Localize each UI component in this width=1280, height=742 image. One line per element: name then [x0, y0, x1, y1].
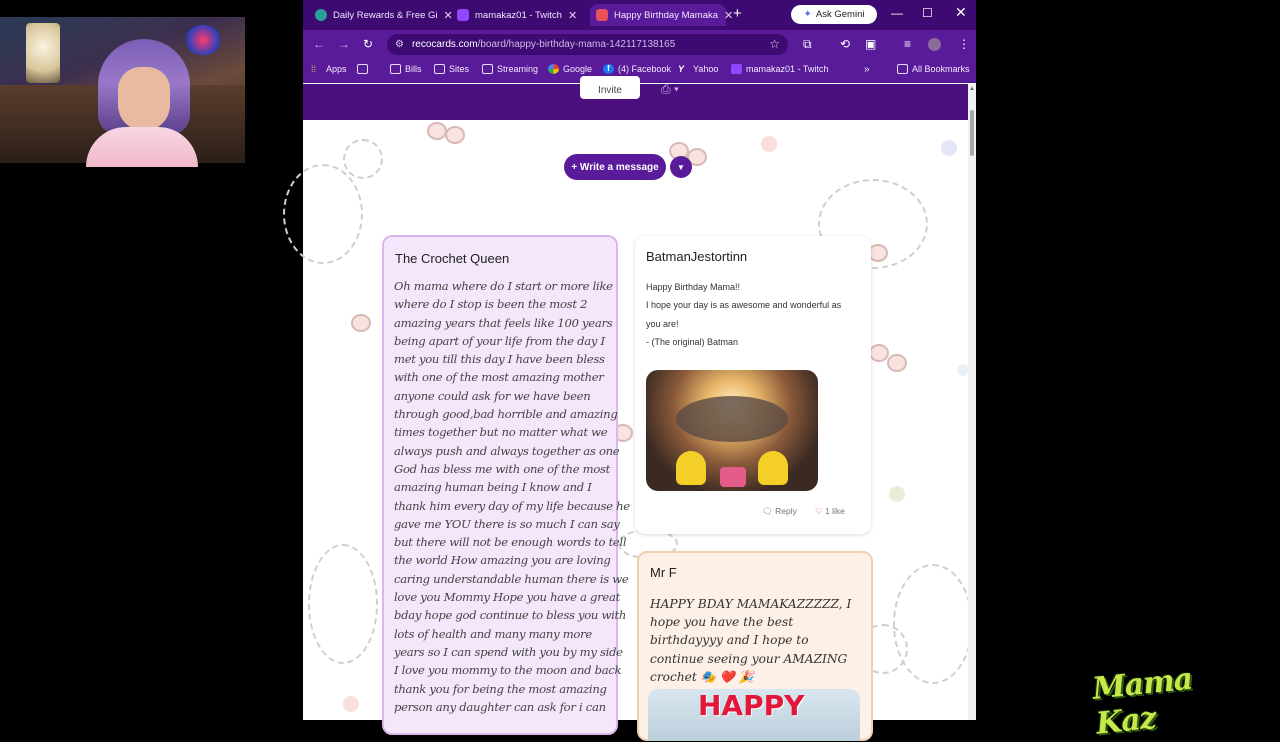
address-bar[interactable] — [387, 34, 788, 55]
tab-strip — [303, 0, 976, 30]
message-line: thank him every day of my life because he — [394, 498, 630, 513]
close-tab-icon[interactable]: ✕ — [724, 9, 734, 22]
gemini-sparkle-icon: ✦ — [803, 9, 812, 20]
folder-icon — [482, 64, 493, 74]
message-line: I hope your day is as awesome and wonderful as — [646, 300, 842, 311]
message-line: amazing years that feels like 100 years — [394, 315, 613, 330]
confetti-dot-decoration — [941, 140, 957, 156]
message-line: where do I stop is been the most 2 — [394, 297, 588, 312]
message-card-batman — [635, 236, 871, 534]
bookmark-label: Apps — [326, 64, 347, 74]
all-bookmarks-folder[interactable] — [897, 64, 970, 74]
bookmark-tab-groups[interactable] — [357, 64, 368, 74]
message-line: amazing human being I know and I — [394, 480, 592, 495]
message-line: years so I can spend with you by my side — [394, 644, 623, 659]
minimize-icon[interactable]: — — [891, 6, 903, 20]
write-message-button[interactable] — [564, 154, 666, 180]
message-line: bday hope god continue to bless you with — [394, 608, 627, 623]
confetti-dot-decoration — [761, 136, 777, 152]
twitch-icon — [731, 64, 742, 74]
message-line: Oh mama where do I start or more like — [394, 279, 613, 293]
bookmark-label: mamakaz01 - Twitch — [746, 64, 829, 74]
menu-kebab-icon[interactable]: ⋮ — [958, 37, 970, 51]
message-line: - (The original) Batman — [646, 336, 739, 347]
close-tab-icon[interactable]: ✕ — [443, 9, 453, 22]
message-line: thank you for being the most amazing — [394, 681, 607, 696]
like-button[interactable] — [815, 506, 845, 517]
url-text — [412, 39, 675, 50]
write-options-dropdown[interactable] — [670, 156, 692, 178]
bookmark-label: Google — [563, 64, 593, 74]
more-bookmarks-chevron-icon[interactable]: » — [864, 64, 870, 75]
butterfly-decoration — [868, 244, 908, 278]
card-author: The Crochet Queen — [395, 251, 510, 266]
message-line: you are! — [646, 318, 679, 329]
tab-daily-rewards[interactable] — [309, 4, 453, 26]
message-line: HAPPY BDAY MAMAKAZZZZZ, I — [650, 597, 852, 611]
maximize-icon[interactable]: ☐ — [922, 6, 933, 20]
url-path: /board/happy-birthday-mama-142117138165 — [477, 39, 676, 50]
message-line: birthdayyyy and I hope to — [650, 633, 809, 648]
bookmark-label: Yahoo — [693, 64, 719, 74]
message-line: Happy Birthday Mama!! — [646, 282, 741, 292]
birthday-gif-image — [646, 370, 818, 491]
bookmark-sites[interactable] — [434, 64, 469, 74]
message-line: with one of the most amazing mother — [394, 370, 604, 385]
happy-birthday-image — [648, 689, 860, 741]
folder-icon — [434, 64, 445, 74]
apps-grid-icon: ⁞⁞ — [311, 64, 317, 74]
message-line: crochet 🎭 ❤️ 🎉 — [650, 669, 754, 684]
heart-icon: ♡ — [815, 506, 823, 516]
invite-button[interactable] — [580, 76, 640, 99]
message-card-mr-f — [637, 551, 873, 741]
site-info-icon[interactable]: ⚙ — [395, 39, 404, 50]
bookmark-apps[interactable] — [311, 64, 347, 74]
comment-icon: 🗨 — [762, 506, 773, 516]
message-line: lots of health and many many more — [394, 626, 592, 641]
message-line: God has bless me with one of the most — [394, 461, 611, 476]
browser-window — [303, 0, 976, 720]
ask-gemini-button[interactable] — [791, 5, 877, 24]
folder-icon — [897, 64, 908, 74]
message-line: hope you have the best — [650, 615, 794, 630]
board-header-bar — [303, 84, 968, 120]
webcam-feed — [0, 17, 245, 163]
person-face-shape — [118, 67, 170, 131]
card-message — [394, 277, 630, 716]
neon-light-shape — [185, 25, 221, 55]
confetti-dot-decoration — [889, 486, 905, 502]
like-count-label: 1 like — [825, 506, 845, 516]
reply-button[interactable] — [762, 506, 797, 517]
bookmark-bills[interactable] — [390, 64, 422, 74]
gif-cake-shape — [720, 467, 746, 487]
image-text: HAPPY — [698, 689, 805, 722]
message-line: through good,bad horrible and amazing — [394, 407, 618, 422]
bookmark-google[interactable] — [548, 64, 592, 74]
scrollbar-thumb[interactable] — [970, 110, 974, 156]
butterfly-decoration — [869, 344, 909, 378]
logo-text: Mama Kaz — [1090, 661, 1194, 742]
message-line: the world How amazing you are loving — [394, 553, 611, 568]
media-controls-icon[interactable]: ≡ — [904, 37, 912, 51]
confetti-dot-decoration — [343, 696, 359, 712]
back-arrow-icon[interactable]: ← — [313, 37, 325, 51]
gif-minion-shape — [758, 451, 788, 485]
tab-label: mamakaz01 - Twitch — [475, 9, 562, 21]
board-page — [303, 84, 968, 720]
bookmark-star-icon[interactable]: ☆ — [769, 37, 780, 51]
ask-gemini-label: Ask Gemini — [815, 9, 865, 20]
close-tab-icon[interactable]: ✕ — [567, 9, 578, 22]
bookmark-label: Sites — [449, 64, 470, 74]
google-icon — [548, 64, 559, 74]
tab-label: Happy Birthday Mamaka — [614, 9, 719, 21]
card-author: BatmanJestortinn — [646, 249, 748, 264]
card-message — [650, 595, 860, 686]
invite-label: Invite — [598, 85, 622, 96]
message-line: always push and always together as one — [394, 443, 620, 458]
tab-groups-icon — [357, 64, 368, 74]
yahoo-icon: Y — [678, 64, 685, 74]
profile-avatar[interactable] — [928, 38, 941, 51]
recocards-favicon-icon — [596, 9, 608, 21]
dashed-swirl-decoration — [893, 564, 973, 684]
reply-label: Reply — [775, 506, 797, 516]
bookmark-label: Streaming — [497, 64, 539, 74]
chevron-down-icon: ▼ — [677, 162, 685, 172]
url-host: recocards.com — [411, 39, 478, 50]
card-message — [646, 278, 866, 351]
facebook-icon: f — [603, 64, 614, 74]
bookmark-facebook[interactable] — [603, 64, 671, 74]
new-tab-plus-icon[interactable]: + — [733, 5, 742, 22]
message-card-crochet-queen — [382, 235, 630, 735]
dashed-circle-decoration — [343, 139, 383, 179]
page-scrollbar[interactable] — [968, 84, 976, 720]
forward-arrow-icon[interactable]: → — [338, 37, 350, 51]
tab-favicon-icon — [315, 9, 327, 21]
gif-minion-shape — [676, 451, 706, 485]
tab-label: Daily Rewards & Free Gi — [333, 9, 438, 21]
all-bookmarks-label: All Bookmarks — [912, 64, 970, 74]
message-line: being apart of your life from the day I — [394, 333, 605, 348]
message-line: person any daughter can ask for i can — [394, 699, 606, 714]
message-line: met you till this day I have been bless — [394, 352, 605, 367]
bookmark-streaming[interactable] — [482, 64, 538, 74]
lamp-shape — [26, 23, 60, 83]
message-line: gave me YOU there is so much I can say — [394, 516, 620, 531]
bookmark-twitch[interactable] — [731, 64, 828, 74]
message-line: I love you mommy to the moon and back — [394, 663, 622, 678]
message-line: anyone could ask for we have been — [394, 388, 591, 403]
folder-icon — [390, 64, 401, 74]
twitch-favicon-icon — [457, 9, 469, 21]
window-close-icon[interactable]: ✕ — [955, 4, 967, 20]
message-line: times together but no matter what we — [394, 425, 608, 440]
butterfly-decoration — [427, 122, 467, 156]
bookmark-label: Bills — [405, 64, 422, 74]
dashed-swirl-decoration — [308, 544, 378, 664]
message-line: continue seeing your AMAZING — [650, 651, 848, 666]
gif-figure-shape — [676, 396, 788, 442]
mama-kaz-logo — [1074, 650, 1244, 742]
navigation-toolbar — [303, 30, 976, 59]
bookmark-label: (4) Facebook — [618, 64, 672, 74]
side-panel-icon[interactable]: ▣ — [865, 37, 877, 51]
scroll-up-arrow-icon[interactable]: ▲ — [969, 86, 975, 92]
message-line: but there will not be enough words to tell — [394, 535, 627, 550]
message-line: caring understandable human there is we — [394, 571, 629, 586]
dashed-swirl-decoration — [283, 164, 363, 264]
bookmark-yahoo[interactable] — [678, 64, 718, 74]
card-author: Mr F — [650, 565, 677, 580]
tab-twitch[interactable] — [451, 4, 583, 26]
write-message-label: + Write a message — [571, 161, 659, 173]
history-icon[interactable]: ⟲ — [840, 37, 851, 51]
reload-icon[interactable]: ↻ — [363, 37, 374, 51]
message-line: love you Mommy Hope you have a great — [394, 590, 620, 605]
tab-happy-birthday[interactable] — [590, 4, 734, 26]
print-icon[interactable]: ⎙ ▾ — [661, 82, 679, 96]
extensions-icon[interactable]: ⧉ — [803, 37, 812, 51]
